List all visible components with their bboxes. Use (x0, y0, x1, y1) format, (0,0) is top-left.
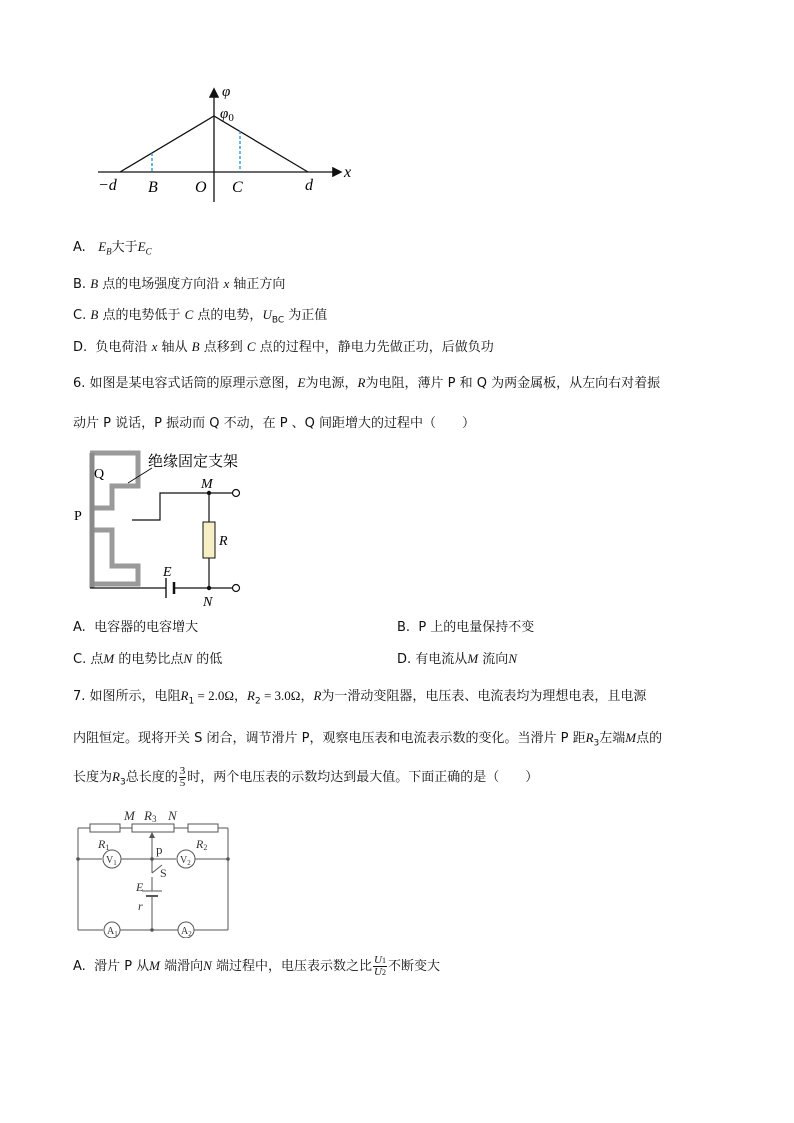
q5-option-d: D. 负电荷沿 x 轴从 B 点移到 C 点的过程中，静电力先做正功，后做负功 (73, 339, 494, 355)
resistor-r (203, 522, 215, 558)
potential-graph (90, 80, 370, 205)
o-label: O (195, 179, 207, 196)
wire-top (132, 493, 233, 520)
label-q: Q (94, 467, 105, 482)
c-label-r2: R2 (196, 837, 208, 852)
c-label-n: N (168, 808, 177, 823)
label-e: E (163, 565, 172, 580)
microphone-diagram (70, 448, 255, 613)
label-p: P (74, 509, 82, 524)
q6-option-c: C. 点M 的电势比点N 的低 (73, 651, 223, 667)
resistor-r3 (132, 824, 174, 832)
q6-stem-line1: 6. 如图是某电容式话筒的原理示意图，E为电源，R为电阻，薄片 P 和 Q 为两金属板，从左向右对着振 (73, 375, 661, 391)
c-label-a2: $A_2$ (181, 926, 192, 938)
label-m: M (201, 477, 213, 492)
c-label-v2: $V_2$ (180, 855, 191, 867)
q7-stem-line3: 长度为$R_3$总长度的 $\frac{3}{5}$ 时，两个电压表的示数均达到最大值。下面正确的是（ ） (73, 765, 539, 789)
neg-d-label: −d (98, 177, 117, 194)
label-r: R (219, 534, 228, 549)
fraction-three-fifths: $\frac{3}{5}$ (179, 765, 186, 789)
q6-stem-line2: 动片 P 说话，P 振动而 Q 不动，在 P 、Q 间距增大的过程中（ ） (73, 416, 476, 431)
phi0-label: $\varphi_0$ (220, 106, 234, 124)
circuit-diagram (70, 803, 240, 938)
q5-option-c: C. B 点的电势低于 C 点的电势，$U_{BC}$ 为正值 (73, 307, 328, 326)
q6-option-d: D. 有电流从M 流向N (397, 651, 517, 667)
c-label-r3: R3 (144, 808, 157, 824)
c-label-r1: R1 (98, 837, 110, 852)
label-n: N (203, 595, 213, 610)
q7-stem-line2: 内阻恒定。现将开关 S 闭合，调节滑片 P，观察电压表和电流表示数的变化。当滑片 P 距$R_3$左端M点的 (73, 730, 663, 749)
c-label: C (232, 179, 243, 196)
plate-q-lower (90, 530, 138, 584)
q5-option-a: A. $E_B$大于$E_C$ (73, 239, 152, 257)
fraction-u1-u2: $\frac{U1}{U2}$ (374, 954, 386, 978)
x-label: x (344, 164, 352, 181)
c-label-v1: $V_1$ (106, 855, 117, 867)
c-label-p: p (156, 842, 163, 857)
terminal-n[interactable] (233, 585, 240, 592)
b-label: B (148, 179, 158, 196)
terminal-m[interactable] (233, 490, 240, 497)
c-label-m: M (124, 808, 135, 823)
q5-option-b: B. B 点的电场强度方向沿 x 轴正方向 (73, 276, 286, 292)
resistor-r2 (188, 824, 218, 832)
resistor-r1 (90, 824, 120, 832)
phi-label: φ (222, 84, 231, 100)
q6-option-a: A. 电容器的电容增大 (73, 620, 199, 635)
c-label-a1: $A_1$ (107, 926, 118, 938)
label-support: 绝缘固定支架 (148, 452, 239, 470)
c-label-s: S (160, 866, 167, 880)
d-label: d (305, 177, 313, 194)
c-label-r: r (138, 899, 143, 913)
q6-option-b: B. P 上的电量保持不变 (397, 620, 535, 635)
c-label-e: E (136, 880, 144, 894)
node-n (207, 586, 211, 590)
q7-stem-line1: 7. 如图所示，电阻$R_1 = 2.0\Omega$，$R_2 = 3.0\Omega$，R为一滑动变阻器，电压表、电流表均为理想电表，且电源 (73, 688, 647, 707)
q7-option-a: A. 滑片 P 从M 端滑向N 端过程中，电压表示数之比 $\frac{U1}{U2}$ 不断变大 (73, 954, 440, 978)
